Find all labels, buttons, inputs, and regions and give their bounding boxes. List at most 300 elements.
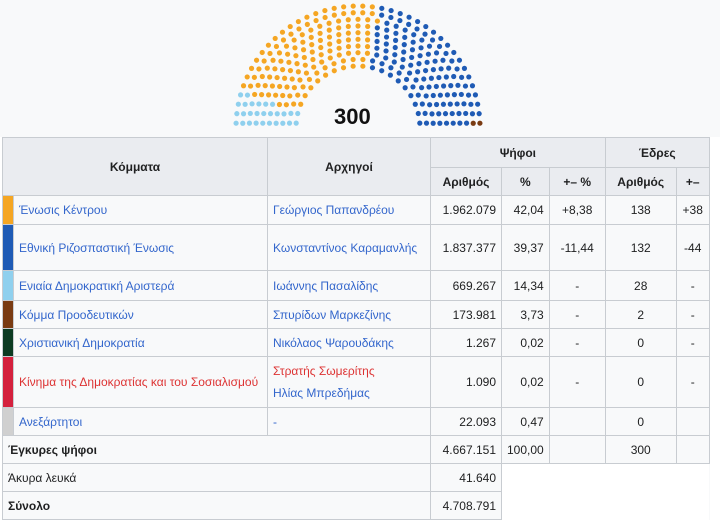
seat-dot xyxy=(311,64,316,69)
seat-dot xyxy=(247,121,252,126)
seat-dot xyxy=(319,52,324,57)
seat-dot xyxy=(434,50,439,55)
seat-dot xyxy=(461,101,466,106)
seat-dot xyxy=(310,57,315,62)
seat-dot xyxy=(336,18,341,23)
seat-dot xyxy=(431,67,436,72)
seat-dot xyxy=(443,111,448,116)
seat-dot xyxy=(337,52,342,57)
seat-dot xyxy=(273,36,278,41)
seat-dot xyxy=(252,92,257,97)
seat-dot xyxy=(360,3,365,8)
seat-dot xyxy=(392,52,397,57)
seat-dot xyxy=(409,55,414,60)
seat-dot xyxy=(245,92,250,97)
seat-dot xyxy=(365,37,370,42)
seat-dot xyxy=(402,35,407,40)
seat-dot xyxy=(388,15,393,20)
seat-dot xyxy=(238,92,243,97)
seat-dot xyxy=(288,32,293,37)
leader-link[interactable]: Γεώργιος Παπανδρέου xyxy=(273,203,395,217)
valid-votes: 4.667.151 xyxy=(431,436,502,464)
seat-dot xyxy=(426,52,431,57)
party-color-swatch xyxy=(3,225,14,271)
header-seats-change: +– xyxy=(676,168,709,196)
seat-dot xyxy=(423,68,428,73)
seat-dot xyxy=(451,121,456,126)
seat-dot xyxy=(292,45,297,50)
vote-pct-change xyxy=(549,408,605,436)
votes: 1.837.377 xyxy=(431,225,502,271)
seat-dot xyxy=(341,4,346,9)
seat-dot xyxy=(444,121,449,126)
seat-dot xyxy=(341,58,346,63)
invalid-votes: 41.640 xyxy=(431,464,502,492)
party-row xyxy=(3,196,710,225)
party-color-swatch xyxy=(3,301,14,329)
party-link[interactable]: Κόμμα Προοδευτικών xyxy=(19,307,134,322)
seat-dot xyxy=(365,17,370,22)
seat-dot xyxy=(421,76,426,81)
party-row xyxy=(3,225,710,271)
seat-dot xyxy=(346,37,351,42)
seat-dot xyxy=(414,26,419,31)
seat-dot xyxy=(307,77,312,82)
seat-dot xyxy=(274,44,279,49)
seats-change: -44 xyxy=(676,225,709,271)
seat-dot xyxy=(384,34,389,39)
seats: 2 xyxy=(605,301,676,329)
seat-dot xyxy=(360,10,365,15)
votes: 1.962.079 xyxy=(431,196,502,225)
seat-dot xyxy=(331,61,336,66)
seat-dot xyxy=(448,83,453,88)
vote-pct: 14,34 xyxy=(502,271,550,301)
seat-dot xyxy=(459,92,464,97)
seat-dot xyxy=(351,10,356,15)
seat-dot xyxy=(470,111,475,116)
seat-dot xyxy=(365,51,370,56)
seat-dot xyxy=(278,59,283,64)
seat-dot xyxy=(441,83,446,88)
seat-dot xyxy=(406,22,411,27)
seat-dot xyxy=(375,25,380,30)
header-seats-number: Αριθμός xyxy=(605,168,676,196)
seat-dot xyxy=(293,53,298,58)
seats: 0 xyxy=(605,408,676,436)
seat-dot xyxy=(351,3,356,8)
vote-pct-change: - xyxy=(549,271,605,301)
seat-dot xyxy=(427,102,432,107)
seat-dot xyxy=(424,60,429,65)
vote-pct: 3,73 xyxy=(502,301,550,329)
seat-dot xyxy=(302,55,307,60)
seat-dot xyxy=(400,57,405,62)
seat-dot xyxy=(355,30,360,35)
seat-dot xyxy=(404,77,409,82)
seat-dot xyxy=(294,121,299,126)
seat-dot xyxy=(418,45,423,50)
invalid-votes-label: Άκυρα λευκά xyxy=(3,464,431,492)
seat-dot xyxy=(248,83,253,88)
valid-seats: 300 xyxy=(605,436,676,464)
leader-link[interactable]: Ηλίας Μπρεδήμας xyxy=(273,386,370,400)
seat-dot xyxy=(243,102,248,107)
seat-dot xyxy=(249,66,254,71)
vote-pct: 39,37 xyxy=(502,225,550,271)
votes: 22.093 xyxy=(431,408,502,436)
total-votes-label: Σύνολο xyxy=(3,492,431,520)
seat-dot xyxy=(303,93,308,98)
seat-dot xyxy=(249,101,254,106)
seat-dot xyxy=(263,83,268,88)
seat-dot xyxy=(384,28,389,33)
leader-link: - xyxy=(273,414,277,429)
seat-dot xyxy=(365,24,370,29)
seat-dot xyxy=(384,21,389,26)
seat-dot xyxy=(419,37,424,42)
seat-dot xyxy=(317,24,322,29)
seat-dot xyxy=(346,24,351,29)
seat-dot xyxy=(285,52,290,57)
seat-dot xyxy=(266,92,271,97)
seats-change: - xyxy=(676,357,709,408)
seat-dot xyxy=(477,111,482,116)
party-link[interactable]: Εθνική Ριζοσπαστική Ένωσις xyxy=(19,240,175,255)
seat-dot xyxy=(401,49,406,54)
seat-dot xyxy=(341,11,346,16)
seat-dot xyxy=(254,58,259,63)
seat-dot xyxy=(415,69,420,74)
party-color-swatch xyxy=(3,357,14,408)
party-link[interactable]: Ενιαία Δημοκρατική Αριστερά xyxy=(19,278,175,293)
seat-dot xyxy=(397,70,402,75)
seat-dot xyxy=(470,83,475,88)
seat-dot xyxy=(374,52,379,57)
seat-dot xyxy=(355,50,360,55)
seat-dot xyxy=(280,93,285,98)
seat-dot xyxy=(375,18,380,23)
seat-dot xyxy=(286,60,291,65)
seat-dot xyxy=(355,23,360,28)
seat-dot xyxy=(327,28,332,33)
vote-pct: 0,02 xyxy=(502,329,550,357)
seat-dot xyxy=(413,102,418,107)
seat-dot xyxy=(277,50,282,55)
seat-dot xyxy=(304,15,309,20)
seat-dot xyxy=(424,93,429,98)
seat-dot xyxy=(254,111,259,116)
seat-dot xyxy=(431,30,436,35)
seat-dot xyxy=(256,66,261,71)
seat-dot xyxy=(296,26,301,31)
party-row xyxy=(3,408,710,436)
seat-dot xyxy=(417,121,422,126)
seat-dot xyxy=(332,13,337,18)
seat-dot xyxy=(434,84,439,89)
seat-dot xyxy=(438,93,443,98)
seat-dot xyxy=(260,50,265,55)
seat-dot xyxy=(303,63,308,68)
votes: 1.090 xyxy=(431,357,502,408)
seat-dot xyxy=(290,76,295,81)
total-votes: 4.708.791 xyxy=(431,492,502,520)
seat-dot xyxy=(374,46,379,51)
seat-dot xyxy=(261,111,266,116)
seat-dot xyxy=(451,50,456,55)
seat-dot xyxy=(291,101,296,106)
seat-dot xyxy=(411,40,416,45)
seat-dot xyxy=(434,102,439,107)
seat-dot xyxy=(266,43,271,48)
seat-dot xyxy=(263,102,268,107)
seat-dot xyxy=(270,83,275,88)
seat-dot xyxy=(267,51,272,56)
seat-dot xyxy=(288,111,293,116)
seat-dot xyxy=(281,37,286,42)
seat-dot xyxy=(360,57,365,62)
seat-dot xyxy=(355,37,360,42)
seat-dot xyxy=(260,121,265,126)
seat-dot xyxy=(413,77,418,82)
seat-dot xyxy=(452,92,457,97)
vote-pct-change: -11,44 xyxy=(549,225,605,271)
seat-dot xyxy=(388,73,393,78)
seat-dot xyxy=(236,102,241,107)
vote-pct-change: +8,38 xyxy=(549,196,605,225)
seat-dot xyxy=(355,17,360,22)
seat-dot xyxy=(436,75,441,80)
seat-dot xyxy=(408,93,413,98)
seat-dot xyxy=(295,111,300,116)
seat-dot xyxy=(274,121,279,126)
results-table xyxy=(2,137,710,520)
valid-pct: 100,00 xyxy=(502,436,550,464)
seat-dot xyxy=(463,111,468,116)
seat-dot xyxy=(419,85,424,90)
seat-dot xyxy=(464,121,469,126)
seat-dot xyxy=(471,121,476,126)
seat-dot xyxy=(336,32,341,37)
seat-dot xyxy=(429,76,434,81)
seat-dot xyxy=(456,111,461,116)
seat-dot xyxy=(417,53,422,58)
party-color-swatch xyxy=(3,196,14,225)
seat-dot xyxy=(454,66,459,71)
seat-dot xyxy=(277,84,282,89)
seat-dot xyxy=(297,77,302,82)
seat-dot xyxy=(438,36,443,41)
seat-dot xyxy=(437,121,442,126)
seat-dot xyxy=(272,66,277,71)
seat-dot xyxy=(294,61,299,66)
votes: 173.981 xyxy=(431,301,502,329)
seat-dot xyxy=(393,31,398,36)
seat-dot xyxy=(288,24,293,29)
seat-dot xyxy=(406,15,411,20)
seat-dot xyxy=(441,102,446,107)
seat-dot xyxy=(280,121,285,126)
seat-dot xyxy=(384,41,389,46)
seat-dot xyxy=(437,44,442,49)
seat-dot xyxy=(265,66,270,71)
seats: 0 xyxy=(605,329,676,357)
seat-dot xyxy=(431,93,436,98)
seat-dot xyxy=(308,85,313,90)
header-pct-change: +– % xyxy=(549,168,605,196)
seat-dot xyxy=(298,102,303,107)
seat-dot xyxy=(444,74,449,79)
seat-dot xyxy=(466,92,471,97)
seat-dot xyxy=(450,111,455,116)
seat-dot xyxy=(393,45,398,50)
seat-dot xyxy=(284,44,289,49)
seat-dot xyxy=(322,15,327,20)
seat-dot xyxy=(336,46,341,51)
seat-dot xyxy=(410,84,415,89)
party-color-swatch xyxy=(3,408,14,436)
seat-dot xyxy=(426,84,431,89)
seat-dot xyxy=(398,11,403,16)
seat-dot xyxy=(457,58,462,63)
party-row xyxy=(3,357,710,408)
seat-dot xyxy=(403,27,408,32)
seat-dot xyxy=(449,58,454,63)
votes: 1.267 xyxy=(431,329,502,357)
seat-dot xyxy=(295,92,300,97)
seat-dot xyxy=(241,111,246,116)
seat-dot xyxy=(260,74,265,79)
seat-dot xyxy=(332,68,337,73)
seat-dot xyxy=(313,18,318,23)
seat-dot xyxy=(254,121,259,126)
party-link[interactable]: Ένωσις Κέντρου xyxy=(19,203,108,217)
seat-dot xyxy=(341,65,346,70)
party-row xyxy=(3,329,710,357)
header-leaders: Αρχηγοί xyxy=(268,138,431,196)
seat-dot xyxy=(457,121,462,126)
seat-dot xyxy=(328,55,333,60)
seat-dot xyxy=(241,83,246,88)
seat-dot xyxy=(314,70,319,75)
seat-dot xyxy=(397,18,402,23)
seat-dot xyxy=(365,31,370,36)
seat-dot xyxy=(351,64,356,69)
seat-dot xyxy=(379,68,384,73)
seat-dot xyxy=(365,44,370,49)
seats-change: - xyxy=(676,329,709,357)
seat-dot xyxy=(415,19,420,24)
vote-pct-change: - xyxy=(549,301,605,329)
seat-dot xyxy=(445,92,450,97)
seats: 132 xyxy=(605,225,676,271)
seat-dot xyxy=(408,63,413,68)
seat-dot xyxy=(332,6,337,11)
leader-link[interactable]: Στρατής Σωμερίτης xyxy=(273,364,375,378)
seat-dot xyxy=(440,58,445,63)
seat-dot xyxy=(259,92,264,97)
seat-dot xyxy=(310,49,315,54)
seat-dot xyxy=(379,13,384,18)
seat-dot xyxy=(273,93,278,98)
seat-dot xyxy=(323,73,328,78)
seat-dot xyxy=(423,24,428,29)
seat-dot xyxy=(445,43,450,48)
seat-dot xyxy=(280,30,285,35)
seat-dot xyxy=(233,121,238,126)
seat-dot xyxy=(256,101,261,106)
seat-dot xyxy=(268,111,273,116)
seat-dot xyxy=(388,65,393,70)
seat-dot xyxy=(430,37,435,42)
seat-dot xyxy=(416,111,421,116)
seat-dot xyxy=(459,75,464,80)
leader-link[interactable]: Ιωάννης Πασαλίδης xyxy=(273,278,379,293)
seat-dot xyxy=(304,70,309,75)
seat-dot xyxy=(300,84,305,89)
seat-dot xyxy=(436,111,441,116)
seat-dot xyxy=(305,22,310,27)
leader-link[interactable]: Σπυρίδων Μαρκεζίνης xyxy=(273,307,392,322)
seat-dot xyxy=(317,31,322,36)
seat-dot xyxy=(326,21,331,26)
vote-pct: 42,04 xyxy=(502,196,550,225)
seat-dot xyxy=(432,59,437,64)
party-link[interactable]: Ανεξάρτητοι xyxy=(19,414,83,429)
seat-dot xyxy=(346,51,351,56)
seat-dot xyxy=(351,57,356,62)
seat-dot xyxy=(318,45,323,50)
seat-dot xyxy=(396,78,401,83)
party-color-swatch xyxy=(3,329,14,357)
seat-dot xyxy=(392,59,397,64)
vote-pct-change: - xyxy=(549,329,605,357)
seat-dot xyxy=(282,76,287,81)
seat-dot xyxy=(240,121,245,126)
seat-dot xyxy=(360,64,365,69)
seat-dot xyxy=(431,121,436,126)
seat-dot xyxy=(400,64,405,69)
votes: 669.267 xyxy=(431,271,502,301)
seat-dot xyxy=(287,121,292,126)
seat-dot xyxy=(438,66,443,71)
seat-dot xyxy=(327,41,332,46)
seats-change: - xyxy=(676,301,709,329)
party-link[interactable]: Χριστιανική Δημοκρατία xyxy=(19,335,145,350)
seat-dot xyxy=(280,67,285,72)
seat-dot xyxy=(477,121,482,126)
leader-link[interactable]: Νικόλαος Ψαρουδάκης xyxy=(273,335,394,350)
seat-dot xyxy=(424,121,429,126)
seat-dot xyxy=(255,83,260,88)
seat-dot xyxy=(346,17,351,22)
party-link[interactable]: Κίνημα της Δημοκρατίας και του Σοσιαλισμού xyxy=(19,375,259,389)
seat-dot xyxy=(463,83,468,88)
seat-dot xyxy=(267,121,272,126)
seat-dot xyxy=(322,8,327,13)
seat-dot xyxy=(300,40,305,45)
seat-dot xyxy=(468,102,473,107)
seat-dot xyxy=(383,48,388,53)
seat-dot xyxy=(374,39,379,44)
leader-link[interactable]: Κωνσταντίνος Καραμανλής xyxy=(273,240,418,255)
seat-dot xyxy=(473,92,478,97)
valid-votes-label: Έγκυρες ψήφοι xyxy=(3,436,431,464)
seat-dot xyxy=(346,44,351,49)
seat-dot xyxy=(309,42,314,47)
seat-dot xyxy=(475,102,480,107)
seat-dot xyxy=(407,70,412,75)
